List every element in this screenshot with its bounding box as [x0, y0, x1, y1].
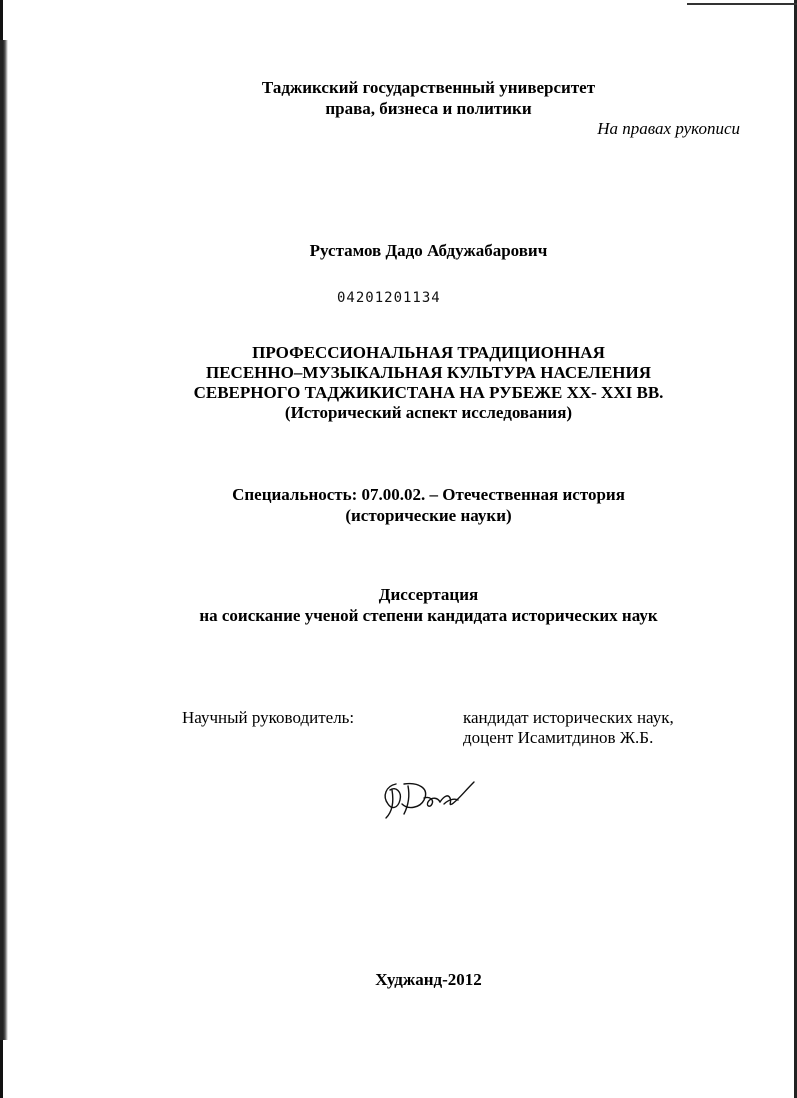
signature-icon [378, 774, 486, 824]
thesis-title-line2: ПЕСЕННО–МУЗЫКАЛЬНАЯ КУЛЬТУРА НАСЕЛЕНИЯ [205, 363, 652, 382]
author-name: Рустамов Дадо Абдужабарович [309, 241, 548, 260]
dissertation-degree: на соискание ученой степени кандидата исторических наук [199, 606, 658, 625]
thesis-title-subtitle: (Исторический аспект исследования) [284, 403, 573, 422]
scan-edge-left-shadow [0, 40, 8, 1040]
specialty-line2: (исторические науки) [345, 506, 512, 525]
specialty-line1: Специальность: 07.00.02. – Отечественная история [232, 485, 625, 504]
supervisor-degree: кандидат исторических наук, [463, 708, 674, 727]
university-name-line1: Таджикский государственный университет [261, 78, 596, 97]
scan-edge-top [687, 3, 797, 5]
city-year: Худжанд-2012 [375, 970, 482, 989]
supervisor-name: доцент Исамитдинов Ж.Б. [463, 728, 654, 747]
university-name-line2: права, бизнеса и политики [325, 99, 532, 118]
dissertation-heading: Диссертация [378, 585, 479, 604]
manuscript-rights-note: На правах рукописи [597, 119, 740, 138]
thesis-title-line1: ПРОФЕССИОНАЛЬНАЯ ТРАДИЦИОННАЯ [252, 343, 605, 362]
registry-code: 04201201134 [337, 290, 441, 306]
supervisor-label: Научный руководитель: [182, 708, 355, 727]
thesis-title-line3: СЕВЕРНОГО ТАДЖИКИСТАНА НА РУБЕЖЕ XX- XXI ВВ. [193, 383, 664, 402]
